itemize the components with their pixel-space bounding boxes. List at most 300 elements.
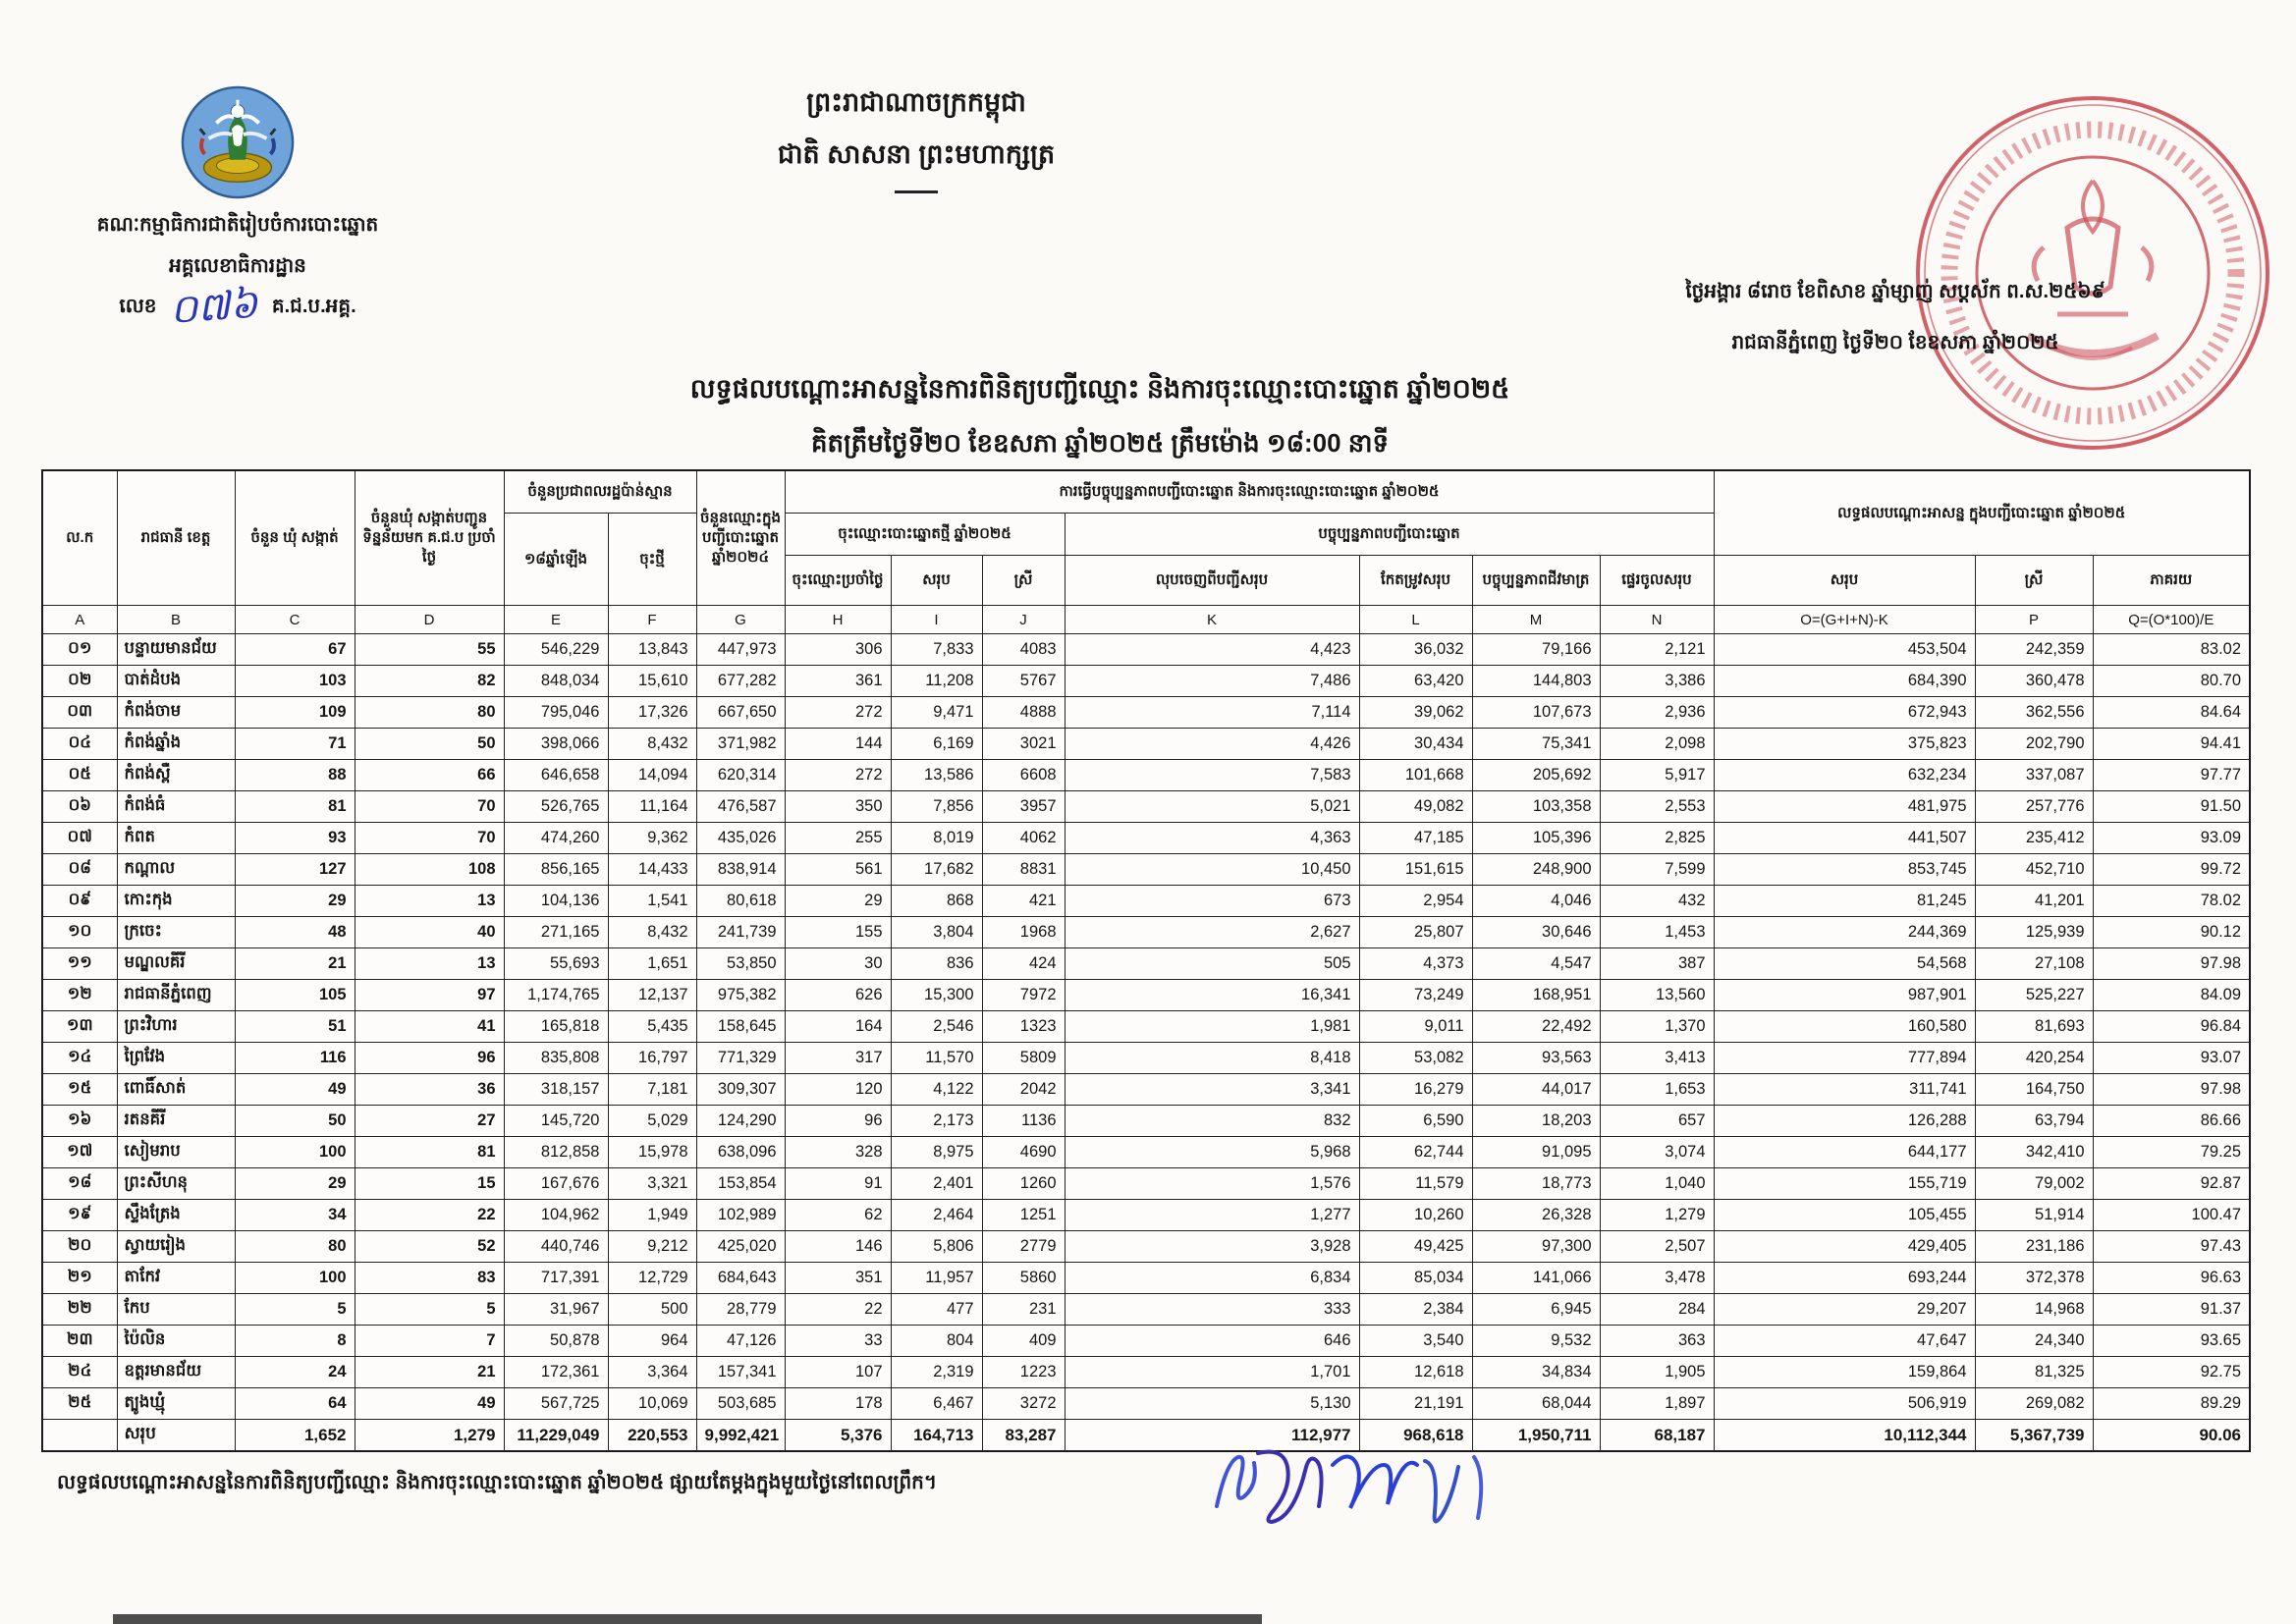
cell: ស្ទឹងត្រែង xyxy=(117,1200,235,1231)
date-block xyxy=(1581,278,2210,358)
table-row xyxy=(42,1357,2250,1388)
cell: 4,547 xyxy=(1472,948,1600,980)
cell: 145,720 xyxy=(504,1106,608,1137)
cell: 1,950,711 xyxy=(1472,1420,1600,1452)
cell: ០៩ xyxy=(42,886,117,917)
cell: 1,279 xyxy=(1600,1200,1714,1231)
cell: 453,504 xyxy=(1714,634,1975,666)
cell: ប៉ៃលិន xyxy=(117,1326,235,1357)
cell: 9,362 xyxy=(608,823,696,854)
cell: 15,978 xyxy=(608,1137,696,1168)
cell: 269,082 xyxy=(1975,1388,2093,1420)
cell: 96.63 xyxy=(2093,1263,2250,1294)
cell: 141,066 xyxy=(1472,1263,1600,1294)
column-letter: L xyxy=(1359,606,1472,634)
cell: 51 xyxy=(235,1011,355,1043)
cell: 30,434 xyxy=(1359,729,1472,760)
cell: 7 xyxy=(355,1326,504,1357)
table-row xyxy=(42,1011,2250,1043)
header-total-new: សរុប xyxy=(891,556,982,606)
cell: 3,074 xyxy=(1600,1137,1714,1168)
cell: 474,260 xyxy=(504,823,608,854)
kingdom-motto xyxy=(622,86,1211,193)
cell: 1,370 xyxy=(1600,1011,1714,1043)
cell: 66 xyxy=(355,760,504,791)
cell: 100.47 xyxy=(2093,1200,2250,1231)
cell: 7972 xyxy=(982,980,1065,1011)
table-row xyxy=(42,1106,2250,1137)
cell: ១៧ xyxy=(42,1137,117,1168)
cell: 14,094 xyxy=(608,760,696,791)
cell: 657 xyxy=(1600,1106,1714,1137)
cell: 100 xyxy=(235,1263,355,1294)
header-newly: ចុះថ្មី xyxy=(608,514,696,606)
cell: 146 xyxy=(785,1231,891,1263)
cell: 86.66 xyxy=(2093,1106,2250,1137)
cell: 6,834 xyxy=(1065,1263,1359,1294)
cell: ១១ xyxy=(42,948,117,980)
cell: 13,560 xyxy=(1600,980,1714,1011)
cell: ២១ xyxy=(42,1263,117,1294)
cell: សៀមរាប xyxy=(117,1137,235,1168)
cell: 96 xyxy=(785,1106,891,1137)
cell: 85,034 xyxy=(1359,1263,1472,1294)
cell: 7,833 xyxy=(891,634,982,666)
cell: 13 xyxy=(355,886,504,917)
cell: 62 xyxy=(785,1200,891,1231)
cell: 4,426 xyxy=(1065,729,1359,760)
cell: 84.64 xyxy=(2093,697,2250,729)
table-row xyxy=(42,1200,2250,1231)
cell: 968,618 xyxy=(1359,1420,1472,1452)
lunar-date-line: ថ្ងៃអង្គារ ៨រោច ខែពិសាខ ឆ្នាំម្សាញ់ សប្តស័ក ព.ស.២៥៦៩ xyxy=(1685,281,2105,302)
header-commune-daily: ចំនួនឃុំ សង្កាត់បញ្ជូន ទិន្នន័យមក គ.ជ.ប ប្រចាំថ្ងៃ xyxy=(355,470,504,606)
header-age18: ១៨ឆ្នាំឡើង xyxy=(504,514,608,606)
cell: ១៨ xyxy=(42,1168,117,1200)
cell: កំពង់ស្ពឺ xyxy=(117,760,235,791)
cell: 94.41 xyxy=(2093,729,2250,760)
cell: 18,773 xyxy=(1472,1168,1600,1200)
cell: 44,017 xyxy=(1472,1074,1600,1106)
cell: 1,040 xyxy=(1600,1168,1714,1200)
cell: 8,975 xyxy=(891,1137,982,1168)
cell: បន្ទាយមានជ័យ xyxy=(117,634,235,666)
cell: 83 xyxy=(355,1263,504,1294)
cell: 7,856 xyxy=(891,791,982,823)
cell: 105 xyxy=(235,980,355,1011)
cell: 34,834 xyxy=(1472,1357,1600,1388)
cell: 47,647 xyxy=(1714,1326,1975,1357)
nec-logo xyxy=(180,84,296,200)
cell: 375,823 xyxy=(1714,729,1975,760)
header-female-new: ស្រី xyxy=(982,556,1065,606)
red-stamp xyxy=(1910,90,2275,456)
cell: 50,878 xyxy=(504,1326,608,1357)
cell: 441,507 xyxy=(1714,823,1975,854)
cell: 160,580 xyxy=(1714,1011,1975,1043)
column-letter: M xyxy=(1472,606,1600,634)
cell: 125,939 xyxy=(1975,917,2093,948)
title-line1: លទ្ធផលបណ្តោះអាសន្ននៃការពិនិត្យបញ្ជីឈ្មោះ និងការចុះឈ្មោះបោះឆ្នោត ឆ្នាំ២០២៥ xyxy=(689,374,1510,404)
cell: 108 xyxy=(355,854,504,886)
organization-block xyxy=(71,84,405,334)
cell: ១៩ xyxy=(42,1200,117,1231)
cell: 15 xyxy=(355,1168,504,1200)
cell: 1260 xyxy=(982,1168,1065,1200)
column-letter: N xyxy=(1600,606,1714,634)
cell: 2,553 xyxy=(1600,791,1714,823)
cell: 28,779 xyxy=(696,1294,785,1326)
table-row xyxy=(42,666,2250,697)
cell: 83,287 xyxy=(982,1420,1065,1452)
table-body xyxy=(42,606,2250,1452)
cell: 1251 xyxy=(982,1200,1065,1231)
cell: 91,095 xyxy=(1472,1137,1600,1168)
cell: 165,818 xyxy=(504,1011,608,1043)
cell: បាត់ដំបង xyxy=(117,666,235,697)
cell: 6,169 xyxy=(891,729,982,760)
cell: 90.12 xyxy=(2093,917,2250,948)
cell: 3021 xyxy=(982,729,1065,760)
cell: 7,181 xyxy=(608,1074,696,1106)
cell: 164,713 xyxy=(891,1420,982,1452)
cell: 10,112,344 xyxy=(1714,1420,1975,1452)
cell: 7,583 xyxy=(1065,760,1359,791)
cell: 964 xyxy=(608,1326,696,1357)
table-row xyxy=(42,854,2250,886)
column-letter: G xyxy=(696,606,785,634)
cell: 80 xyxy=(235,1231,355,1263)
header-transfer-in: ផ្ទេរចូលសរុប xyxy=(1600,556,1714,606)
table-row xyxy=(42,1326,2250,1357)
cell: 506,919 xyxy=(1714,1388,1975,1420)
cell: 672,943 xyxy=(1714,697,1975,729)
cell: 9,992,421 xyxy=(696,1420,785,1452)
cell: 12,137 xyxy=(608,980,696,1011)
table-row xyxy=(42,886,2250,917)
cell: 97.77 xyxy=(2093,760,2250,791)
cell: 18,203 xyxy=(1472,1106,1600,1137)
kingdom-line2: ជាតិ សាសនា ព្រះមហាក្សត្រ xyxy=(777,139,1056,169)
cell: 17,682 xyxy=(891,854,982,886)
column-letter: H xyxy=(785,606,891,634)
cell: 126,288 xyxy=(1714,1106,1975,1137)
cell: 99.72 xyxy=(2093,854,2250,886)
cell: 39,062 xyxy=(1359,697,1472,729)
cell: 172,361 xyxy=(504,1357,608,1388)
cell: 9,212 xyxy=(608,1231,696,1263)
cell: 22 xyxy=(785,1294,891,1326)
cell: 5,376 xyxy=(785,1420,891,1452)
table-row xyxy=(42,634,2250,666)
cell: 105,455 xyxy=(1714,1200,1975,1231)
cell: 120 xyxy=(785,1074,891,1106)
reference-line xyxy=(71,281,405,334)
cell: 244,369 xyxy=(1714,917,1975,948)
cell: ១៣ xyxy=(42,1011,117,1043)
cell: 1,701 xyxy=(1065,1357,1359,1388)
cell: 333 xyxy=(1065,1294,1359,1326)
cell: 4,373 xyxy=(1359,948,1472,980)
cell: 526,765 xyxy=(504,791,608,823)
cell: 9,532 xyxy=(1472,1326,1600,1357)
cell: 2,936 xyxy=(1600,697,1714,729)
column-letter: P xyxy=(1975,606,2093,634)
cell: កោះកុង xyxy=(117,886,235,917)
cell: 52 xyxy=(355,1231,504,1263)
cell: 476,587 xyxy=(696,791,785,823)
cell: 7,599 xyxy=(1600,854,1714,886)
cell: 8,418 xyxy=(1065,1043,1359,1074)
cell: 350 xyxy=(785,791,891,823)
header-total-provisional: សរុប xyxy=(1714,556,1975,606)
cell: 55,693 xyxy=(504,948,608,980)
cell: 363 xyxy=(1600,1326,1714,1357)
cell: ២៣ xyxy=(42,1326,117,1357)
header-group-population: ចំនួនប្រជាពលរដ្ឋប៉ាន់ស្មាន xyxy=(504,470,696,514)
cell: 13,586 xyxy=(891,760,982,791)
cell: 5860 xyxy=(982,1263,1065,1294)
cell: 5809 xyxy=(982,1043,1065,1074)
cell: 328 xyxy=(785,1137,891,1168)
header-group-newreg: ចុះឈ្មោះបោះឆ្នោតថ្មី ឆ្នាំ២០២៥ xyxy=(785,514,1065,556)
cell: 153,854 xyxy=(696,1168,785,1200)
cell: 421 xyxy=(982,886,1065,917)
cell: 1223 xyxy=(982,1357,1065,1388)
cell: 3,540 xyxy=(1359,1326,1472,1357)
cell: 48 xyxy=(235,917,355,948)
cell: 3,386 xyxy=(1600,666,1714,697)
cell: 1323 xyxy=(982,1011,1065,1043)
cell: 667,650 xyxy=(696,697,785,729)
cell: 505 xyxy=(1065,948,1359,980)
cell: 435,026 xyxy=(696,823,785,854)
cell: 1,541 xyxy=(608,886,696,917)
cell: 50 xyxy=(355,729,504,760)
cell: 546,229 xyxy=(504,634,608,666)
results-table xyxy=(41,469,2251,1452)
cell: 3,478 xyxy=(1600,1263,1714,1294)
cell: ២២ xyxy=(42,1294,117,1326)
cell: តាកែវ xyxy=(117,1263,235,1294)
cell: ០១ xyxy=(42,634,117,666)
cell: 70 xyxy=(355,791,504,823)
column-letter: C xyxy=(235,606,355,634)
cell: 646 xyxy=(1065,1326,1359,1357)
cell: 429,405 xyxy=(1714,1231,1975,1263)
cell: 30,646 xyxy=(1472,917,1600,948)
cell: 420,254 xyxy=(1975,1043,2093,1074)
cell: 101,668 xyxy=(1359,760,1472,791)
cell: 5 xyxy=(235,1294,355,1326)
cell: 10,450 xyxy=(1065,854,1359,886)
cell: 2,401 xyxy=(891,1168,982,1200)
cell: 1,981 xyxy=(1065,1011,1359,1043)
cell: 29 xyxy=(785,886,891,917)
cell: 55 xyxy=(355,634,504,666)
cell: 116 xyxy=(235,1043,355,1074)
cell: 6,590 xyxy=(1359,1106,1472,1137)
cell: 4062 xyxy=(982,823,1065,854)
cell: 90.06 xyxy=(2093,1420,2250,1452)
cell: 362,556 xyxy=(1975,697,2093,729)
cell: 2,825 xyxy=(1600,823,1714,854)
cell: 103,358 xyxy=(1472,791,1600,823)
cell: 97,300 xyxy=(1472,1231,1600,1263)
cell: 567,725 xyxy=(504,1388,608,1420)
cell: 80 xyxy=(355,697,504,729)
cell: 306 xyxy=(785,634,891,666)
cell: 2,098 xyxy=(1600,729,1714,760)
cell: 22 xyxy=(355,1200,504,1231)
cell: 6608 xyxy=(982,760,1065,791)
cell: 70 xyxy=(355,823,504,854)
cell: ១២ xyxy=(42,980,117,1011)
cell: 67 xyxy=(235,634,355,666)
cell: 178 xyxy=(785,1388,891,1420)
cell: 853,745 xyxy=(1714,854,1975,886)
cell: 88 xyxy=(235,760,355,791)
cell: 11,229,049 xyxy=(504,1420,608,1452)
cell: 53,850 xyxy=(696,948,785,980)
header-list-2024: ចំនួនឈ្មោះក្នុង បញ្ជីបោះឆ្នោត ឆ្នាំ២០២៤ xyxy=(696,470,785,606)
cell: 202,790 xyxy=(1975,729,2093,760)
cell: 4690 xyxy=(982,1137,1065,1168)
cell: 309,307 xyxy=(696,1074,785,1106)
cell: កំពត xyxy=(117,823,235,854)
cell: 500 xyxy=(608,1294,696,1326)
cell: ០២ xyxy=(42,666,117,697)
cell: 96.84 xyxy=(2093,1011,2250,1043)
cell: 8831 xyxy=(982,854,1065,886)
cell: 2,384 xyxy=(1359,1294,1472,1326)
cell: ត្បូងឃ្មុំ xyxy=(117,1388,235,1420)
cell: 93,563 xyxy=(1472,1043,1600,1074)
table-row xyxy=(42,1231,2250,1263)
cell: 5,806 xyxy=(891,1231,982,1263)
cell: 80,618 xyxy=(696,886,785,917)
cell: 5,435 xyxy=(608,1011,696,1043)
cell: 7,114 xyxy=(1065,697,1359,729)
cell: 105,396 xyxy=(1472,823,1600,854)
table-row xyxy=(42,1043,2250,1074)
cell: 92.87 xyxy=(2093,1168,2250,1200)
cell: 248,900 xyxy=(1472,854,1600,886)
cell: 102,989 xyxy=(696,1200,785,1231)
cell: 398,066 xyxy=(504,729,608,760)
cell: 241,739 xyxy=(696,917,785,948)
cell: 4888 xyxy=(982,697,1065,729)
cell: 21 xyxy=(355,1357,504,1388)
cell: កែប xyxy=(117,1294,235,1326)
cell: 167,676 xyxy=(504,1168,608,1200)
cell: 693,244 xyxy=(1714,1263,1975,1294)
cell: 235,412 xyxy=(1975,823,2093,854)
cell: 231,186 xyxy=(1975,1231,2093,1263)
cell: ២៥ xyxy=(42,1388,117,1420)
cell: 36,032 xyxy=(1359,634,1472,666)
cell: 220,553 xyxy=(608,1420,696,1452)
cell: 47,185 xyxy=(1359,823,1472,854)
cell: 284 xyxy=(1600,1294,1714,1326)
cell: 10,069 xyxy=(608,1388,696,1420)
cell: 525,227 xyxy=(1975,980,2093,1011)
cell: ០៥ xyxy=(42,760,117,791)
cell: 1,651 xyxy=(608,948,696,980)
cell: 49 xyxy=(355,1388,504,1420)
cell: ព្រះវិហារ xyxy=(117,1011,235,1043)
cell: 812,858 xyxy=(504,1137,608,1168)
column-letter: A xyxy=(42,606,117,634)
cell: 10,260 xyxy=(1359,1200,1472,1231)
cell: 1,576 xyxy=(1065,1168,1359,1200)
cell: 93.09 xyxy=(2093,823,2250,854)
cell: 2042 xyxy=(982,1074,1065,1106)
cell: 5,968 xyxy=(1065,1137,1359,1168)
cell: 1,174,765 xyxy=(504,980,608,1011)
cell: 91 xyxy=(785,1168,891,1200)
kingdom-line1: ព្រះរាជាណាចក្រកម្ពុជា xyxy=(806,87,1026,117)
signature xyxy=(1203,1435,1507,1553)
cell: 53,082 xyxy=(1359,1043,1472,1074)
column-letter: I xyxy=(891,606,982,634)
cell: ២០ xyxy=(42,1231,117,1263)
cell: 13,843 xyxy=(608,634,696,666)
cell: 41,201 xyxy=(1975,886,2093,917)
red-stamp-icon xyxy=(1910,90,2275,456)
cell: 2,954 xyxy=(1359,886,1472,917)
cell: 73,249 xyxy=(1359,980,1472,1011)
cell: 311,741 xyxy=(1714,1074,1975,1106)
table-row xyxy=(42,917,2250,948)
cell: 96 xyxy=(355,1043,504,1074)
cell: 4,423 xyxy=(1065,634,1359,666)
cell: 3,321 xyxy=(608,1168,696,1200)
header-no: ល.ក xyxy=(42,470,117,606)
cell: 49 xyxy=(235,1074,355,1106)
signature-icon xyxy=(1203,1435,1507,1553)
table-row xyxy=(42,823,2250,854)
cell: 987,901 xyxy=(1714,980,1975,1011)
cell: 79,002 xyxy=(1975,1168,2093,1200)
cell: កំពង់ឆ្នាំង xyxy=(117,729,235,760)
header-group-provisional: លទ្ធផលបណ្តោះអាសន្ន ក្នុងបញ្ជីបោះឆ្នោត ឆ្នាំ២០២៥ xyxy=(1714,470,2250,556)
cell: 646,658 xyxy=(504,760,608,791)
cell: 5,917 xyxy=(1600,760,1714,791)
cell: 4,046 xyxy=(1472,886,1600,917)
org-department: អគ្គលេខាធិការដ្ឋាន xyxy=(169,255,306,277)
cell: 2779 xyxy=(982,1231,1065,1263)
cell: 440,746 xyxy=(504,1231,608,1263)
cell: ១៤ xyxy=(42,1043,117,1074)
cell: 79,166 xyxy=(1472,634,1600,666)
cell: 15,300 xyxy=(891,980,982,1011)
cell: 684,390 xyxy=(1714,666,1975,697)
cell: 159,864 xyxy=(1714,1357,1975,1388)
cell: 151,615 xyxy=(1359,854,1472,886)
cell: ០៤ xyxy=(42,729,117,760)
cell: 124,290 xyxy=(696,1106,785,1137)
cell: 104,962 xyxy=(504,1200,608,1231)
cell: រាជធានីភ្នំពេញ xyxy=(117,980,235,1011)
cell: ០៦ xyxy=(42,791,117,823)
cell: ១៥ xyxy=(42,1074,117,1106)
table-header xyxy=(42,470,2250,606)
cell: 447,973 xyxy=(696,634,785,666)
table-row xyxy=(42,729,2250,760)
column-letter: E xyxy=(504,606,608,634)
footer-note: លទ្ធផលបណ្តោះអាសន្ននៃការពិនិត្យបញ្ជីឈ្មោះ និងការចុះឈ្មោះបោះឆ្នោត ឆ្នាំ២០២៥ ផ្សាយតែម្តងក្នុងមួយថ្ងៃនៅពេលព្រឹក។ xyxy=(57,1472,938,1493)
